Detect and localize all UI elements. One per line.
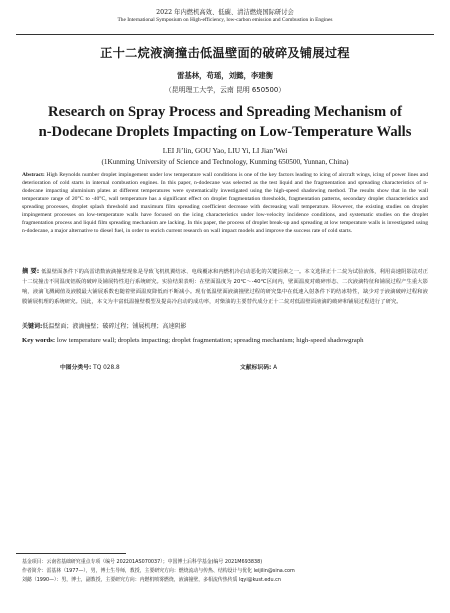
keywords-cn-label: 关键词: <box>22 323 43 330</box>
footnote-author-1: 作者简介：雷基林（1977—），男，博士生导师，教授，主要研究方向：燃烧流动与传热、结构设计与优化 leijilin@sina.com <box>22 568 295 575</box>
keywords-en-text: low temperature wall; droplets impacting; droplet fragmentation; spreading mechanism; high-speed shadowgraph <box>56 337 364 344</box>
footnote-author-2: 刘懿（1990—）：男，博士，副教授，主要研究方向：内燃机喷雾燃烧，液滴撞壁，多相流传热传质 lqyi@kust.edu.cn <box>22 577 281 584</box>
abstract-cn-text: 低温壁面条件下的高雷诺数液滴撞壁现象是导致飞机机翼结冰、电线覆冰和内燃机冷启动恶化的关键因素之一。本文选择正十二烷为试验液体，利用高速阴影法对正十二烷撞击不同温度铝板的破碎及铺展特性进行系统研究。实验结果表明：在壁面温度为 20℃～-40℃区间内，壁面温度对破碎形态、二次液滴特征和铺展过程产生重大影响，液滴飞溅阈值及液膜最大铺展系数也随着壁面温度降低而不断减小。现有低温壁面液滴撞壁过程的研究集中在低速入射条件下的结冰特性，缺少对于液滴破碎过程和液膜铺展机理的系统研究。因此，本文为丰富低温撞壁模型及提高冷启动的成功率，对柴油的主要替代成分正十二烷对低温壁面液滴的破碎和铺展过程进行了研究。 <box>22 269 428 305</box>
title-en-line-2: n-Dodecane Droplets Impacting on Low-Temperature Walls <box>38 124 412 140</box>
abstract-en-text: High Reynolds number droplet impingement under low temperature wall conditions is one of the key factors leading to icing of aircraft wings, icing of power lines and deterioration of cold starts in internal combustion engines. In this paper, n-dodecane was selected as the test liquid and the fragmentation and spreading characteristics of n-dodecane impacting aluminium plates at different temperatures were systematically investigated using the high-speed shadowing method. The results show that in the wall temperature range of 20°C to -40°C, wall temperature has a significant effect on droplet fragmentation thresholds, fragmentation patterns, secondary droplet characteristics and spreading processes, droplet splash threshold and maximum film spreading coefficient decrease with decreasing wall temperature. However, the existing studies on droplet impingement processes on low-temperature walls have focused on the icing characteristics under low-velocity incidence conditions, and systematic studies on the droplet fragmentation process and liquid film spreading mechanism are lacking. In this paper, the process of droplet break-up and spreading at low temperature walls is investigated using n-dodecane, a major alternative to diesel fuel, in order to enrich current research on wall impact models and improve the success rate of cold starts. <box>22 172 429 235</box>
authors-cn: 雷基林，苟瑶，刘懿，李建衡 <box>176 71 274 80</box>
doc-code-label: 文献标识码: <box>240 365 272 371</box>
keywords-cn <box>22 322 428 331</box>
header-rule <box>16 34 434 35</box>
abstract-cn <box>22 267 428 308</box>
header-line-en: The International Symposium on High-efficiency, low-carbon emission and Combustion in Engines <box>117 17 333 23</box>
keywords-en <box>22 336 428 345</box>
abstract-en <box>22 171 428 235</box>
footnotes <box>22 558 434 586</box>
keywords-cn-text: 低温壁面；液滴撞壁；破碎过程；铺展机理；高速阴影 <box>42 323 187 330</box>
abstract-en-label: Abstract: <box>22 172 45 178</box>
running-header <box>0 8 450 24</box>
keywords-en-label: Key words: <box>22 337 56 344</box>
affiliation-en: (1Kunming University of Science and Technology, Kunming 650500, Yunnan, China) <box>101 158 349 166</box>
abstract-cn-label: 摘 要: <box>22 268 40 275</box>
affiliation-cn: （昆明理工大学，云南 昆明 650500） <box>164 86 286 94</box>
title-en-line-1: Research on Spray Process and Spreading Mechanism of <box>48 104 402 120</box>
footnote-rule <box>16 553 126 554</box>
title-cn: 正十二烷液滴撞击低温壁面的破碎及铺展过程 <box>100 46 350 60</box>
clc-label: 中图分类号: <box>60 365 92 371</box>
title-en <box>0 102 450 142</box>
header-line-cn: 2022 年内燃机高效、低碳、清洁燃烧国际研讨会 <box>156 9 294 16</box>
clc-value: TQ 028.8 <box>93 365 120 371</box>
clc-number <box>60 362 120 371</box>
document-code <box>240 362 277 371</box>
footnote-funding: 基金项目：云南省基础研究重点专项（编号 202201AS070037）；中国博士后科学基金(编号 2021M693838) <box>22 559 263 565</box>
doc-code-value: A <box>273 365 278 371</box>
authors-en: LEI Ji’lin, GOU Yao, LIU Yi, LI Jian’Wei <box>162 146 288 155</box>
